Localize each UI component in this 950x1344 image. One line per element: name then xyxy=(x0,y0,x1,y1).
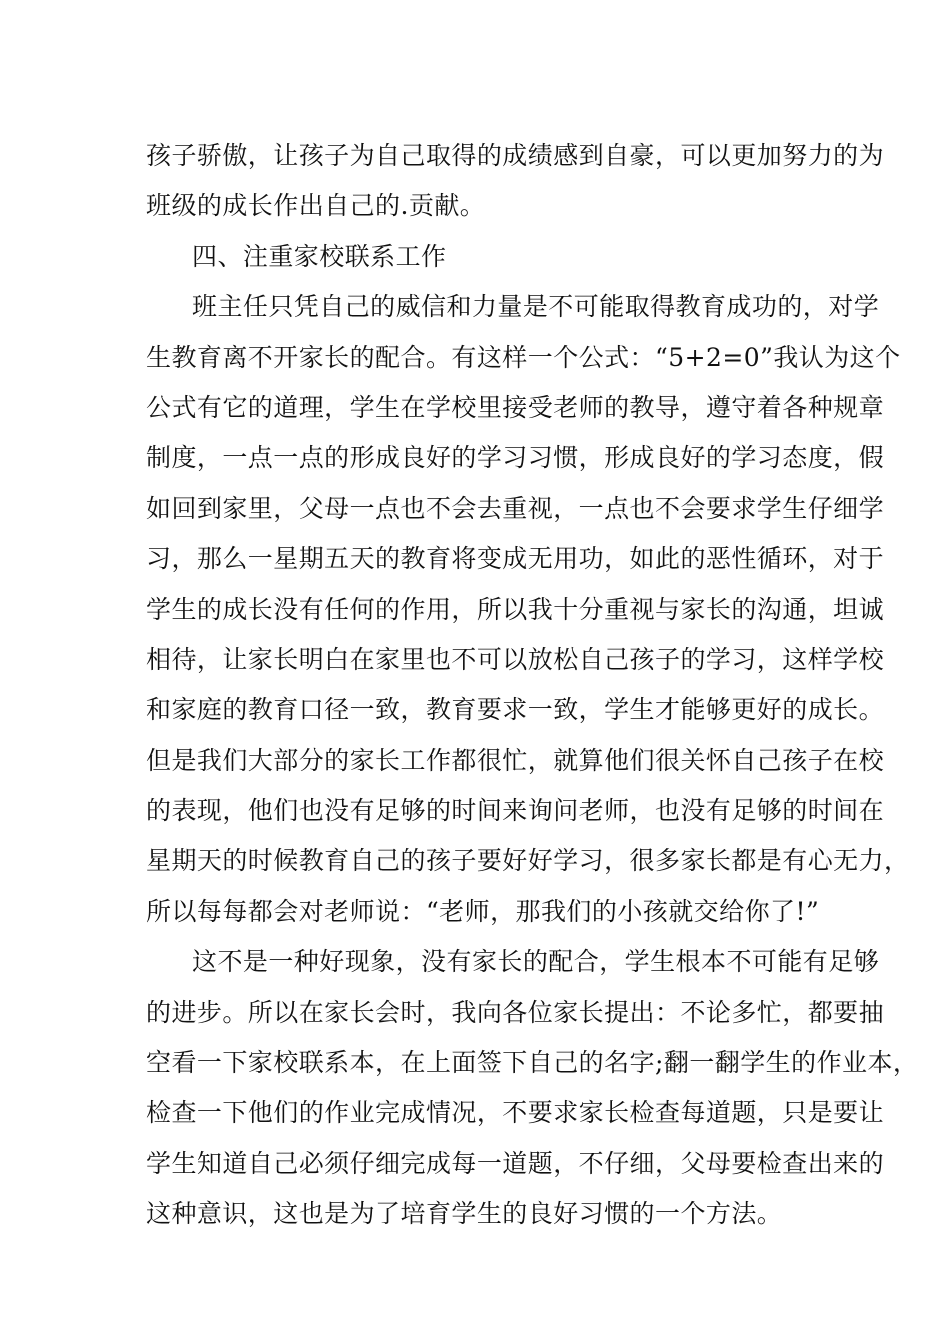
text-line: 班主任只凭自己的威信和力量是不可能取得教育成功的，对学 xyxy=(192,292,880,322)
text-line: 如回到家里，父母一点也不会去重视，一点也不会要求学生仔细学 xyxy=(146,493,885,523)
text-line: 星期天的时候教育自己的孩子要好好学习，很多家长都是有心无力， xyxy=(146,846,910,876)
text-line: 检查一下他们的作业完成情况，不要求家长检查每道题，只是要让 xyxy=(146,1098,885,1128)
text-line: 但是我们大部分的家长工作都很忙，就算他们很关怀自己孩子在校 xyxy=(146,745,885,775)
text-line: 的表现，他们也没有足够的时间来询问老师，也没有足够的时间在 xyxy=(146,796,885,826)
text-line: 和家庭的教育口径一致，教育要求一致，学生才能够更好的成长。 xyxy=(146,695,885,725)
text-line: 空看一下家校联系本，在上面签下自己的名字;翻一翻学生的作业本， xyxy=(146,1048,919,1078)
text-line: 学生知道自己必须仔细完成每一道题，不仔细，父母要检查出来的 xyxy=(146,1148,885,1178)
text-line: 的进步。所以在家长会时，我向各位家长提出：不论多忙，都要抽 xyxy=(146,997,885,1027)
text-line: 孩子骄傲，让孩子为自己取得的成绩感到自豪，可以更加努力的为 xyxy=(146,141,885,170)
text-line: 公式有它的道理，学生在学校里接受老师的教导，遵守着各种规章 xyxy=(146,392,885,422)
text-line: 生教育离不开家长的配合。有这样一个公式：“5+2=0”我认为这个 xyxy=(146,342,901,372)
text-line: 这不是一种好现象，没有家长的配合，学生根本不可能有足够 xyxy=(192,947,880,977)
section-heading: 四、注重家校联系工作 xyxy=(192,241,447,271)
document-body xyxy=(146,131,919,1240)
text-line: 相待，让家长明白在家里也不可以放松自己孩子的学习，这样学校 xyxy=(146,644,885,674)
text-line: 学生的成长没有任何的作用，所以我十分重视与家长的沟通，坦诚 xyxy=(146,594,885,624)
text-line: 习，那么一星期五天的教育将变成无用功，如此的恶性循环，对于 xyxy=(146,544,885,574)
text-line: 班级的成长作出自己的.贡献。 xyxy=(146,191,486,221)
text-line: 制度，一点一点的形成良好的学习习惯，形成良好的学习态度，假 xyxy=(146,443,885,473)
text-line: 这种意识，这也是为了培育学生的良好习惯的一个方法。 xyxy=(146,1199,783,1229)
text-line: 所以每每都会对老师说：“老师，那我们的小孩就交给你了!” xyxy=(146,896,820,926)
